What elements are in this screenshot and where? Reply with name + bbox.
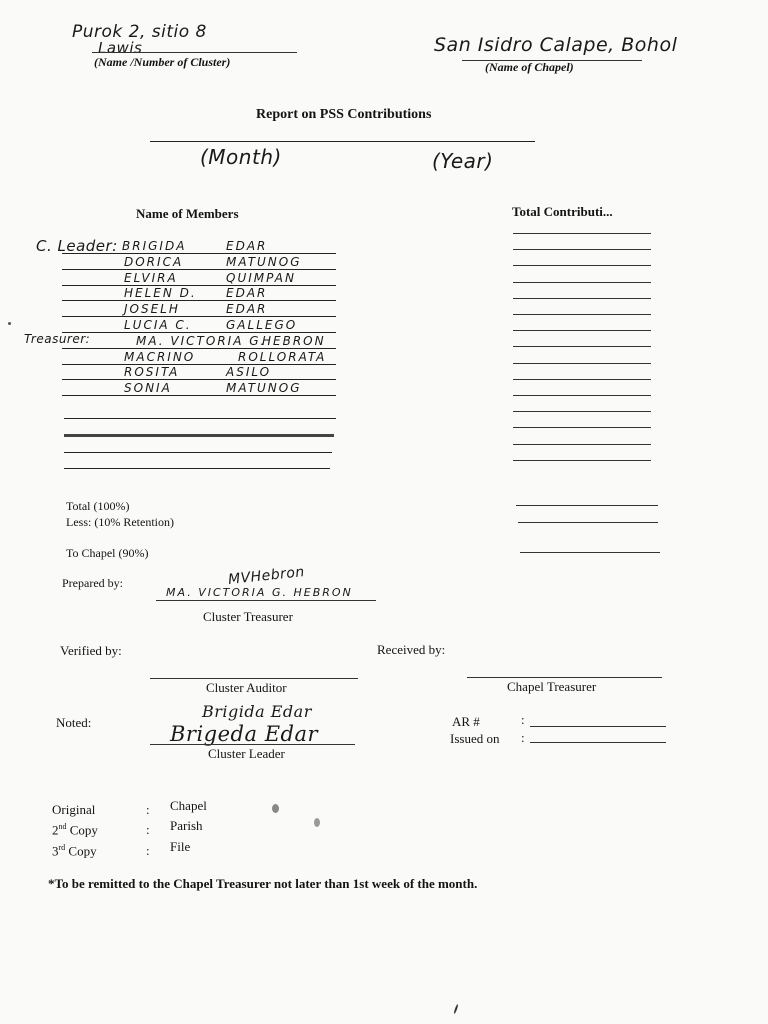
blank-line — [64, 452, 332, 453]
contribution-line — [513, 379, 651, 380]
copy-label-rest: Copy — [65, 843, 97, 859]
contribution-line — [513, 330, 651, 331]
contribution-line — [513, 460, 651, 461]
member-first-name: MA. VICTORIA G. — [136, 334, 267, 348]
member-row — [0, 349, 768, 365]
member-role: Treasurer: — [24, 332, 91, 346]
member-last-name: QUIMPAN — [226, 271, 296, 285]
copy-destination: Parish — [170, 818, 203, 833]
member-first-name: JOSELH — [124, 302, 180, 316]
member-row — [0, 238, 768, 254]
contribution-line — [513, 363, 651, 364]
copy-label-rest: Copy — [66, 822, 98, 838]
issued-on-label: Issued on — [450, 731, 500, 746]
issued-colon: : — [521, 730, 525, 745]
member-row — [0, 380, 768, 396]
chapel-label: (Name of Chapel) — [485, 60, 574, 74]
member-first-name: BRIGIDA — [122, 239, 187, 253]
total-value-line — [516, 505, 658, 506]
treasurer-signature: MVHebron — [227, 564, 306, 588]
copy-label-ordinal: nd — [58, 822, 67, 831]
contribution-line — [513, 265, 651, 266]
member-last-name: MATUNOG — [226, 255, 302, 269]
total-column-header: Total Contributi... — [512, 204, 613, 219]
paper-speck — [453, 1004, 458, 1014]
member-first-name: HELEN D. — [124, 286, 197, 300]
member-row — [0, 333, 768, 349]
copy-label — [52, 843, 97, 859]
contribution-line — [513, 233, 651, 234]
contribution-line — [513, 444, 651, 445]
less-value-line — [518, 522, 658, 523]
member-last-name: ASILO — [226, 365, 272, 379]
contribution-line — [513, 395, 651, 396]
member-first-name: LUCIA C. — [124, 318, 192, 332]
blank-line — [64, 468, 330, 469]
issued-on-line — [530, 742, 666, 743]
prepared-by-name: MA. VICTORIA G. HEBRON — [166, 586, 353, 599]
member-row — [0, 364, 768, 380]
verified-by-label: Verified by: — [60, 643, 122, 658]
member-row — [0, 301, 768, 317]
copy-label-main: 3 — [52, 843, 59, 859]
member-row — [0, 317, 768, 333]
cluster-label: (Name /Number of Cluster) — [94, 55, 231, 69]
member-last-name: HEBRON — [262, 334, 326, 348]
blank-line — [64, 434, 334, 437]
period-line — [150, 141, 535, 142]
less-label: Less: (10% Retention) — [66, 515, 174, 529]
member-first-name: MACRINO — [124, 350, 196, 364]
copy-colon: : — [146, 802, 150, 817]
copy-label-main: 2 — [52, 822, 59, 838]
to-chapel-label: To Chapel (90%) — [66, 546, 149, 560]
member-line — [62, 395, 336, 396]
contribution-line — [513, 411, 651, 412]
copy-label-ordinal: rd — [58, 843, 66, 852]
leader-signature: Brigida Edar — [202, 702, 312, 721]
chapel-name-handwritten: San Isidro Calape, Bohol — [434, 34, 678, 56]
member-last-name: EDAR — [226, 302, 268, 316]
cluster-name-handwritten: Purok 2, sitio 8 Lawis — [72, 22, 207, 57]
total-label: Total (100%) — [66, 499, 130, 513]
member-first-name: ELVIRA — [124, 271, 178, 285]
blank-line — [64, 418, 336, 419]
copy-label — [52, 802, 95, 818]
received-line — [467, 677, 662, 678]
member-row — [0, 285, 768, 301]
contribution-line — [513, 282, 651, 283]
paper-speck — [314, 818, 320, 827]
member-row — [0, 254, 768, 270]
member-row — [0, 270, 768, 286]
contribution-line — [513, 314, 651, 315]
prepared-by-label: Prepared by: — [62, 576, 123, 590]
member-first-name: ROSITA — [124, 365, 180, 379]
ar-colon: : — [521, 712, 525, 727]
copy-destination: File — [170, 839, 191, 854]
month-handwritten: (Month) — [200, 145, 282, 169]
contribution-line — [513, 298, 651, 299]
copy-colon: : — [146, 843, 150, 858]
verified-line — [150, 678, 358, 679]
cluster-auditor-label: Cluster Auditor — [206, 680, 287, 695]
year-handwritten: (Year) — [432, 149, 494, 173]
paper-speck — [8, 322, 11, 325]
member-first-name: SONIA — [124, 381, 172, 395]
paper-speck — [272, 804, 279, 813]
copy-destination: Chapel — [170, 798, 207, 813]
copy-label — [52, 822, 98, 838]
chapel-treasurer-label: Chapel Treasurer — [507, 679, 597, 694]
members-column-header: Name of Members — [136, 206, 239, 221]
remittance-footnote: *To be remitted to the Chapel Treasurer not later than 1st week of the month. — [48, 876, 478, 891]
contribution-line — [513, 249, 651, 250]
cluster-underline — [92, 52, 297, 53]
member-last-name: EDAR — [226, 239, 268, 253]
prepared-by-line — [156, 600, 376, 601]
ar-number-label: AR # — [452, 714, 480, 729]
member-last-name: MATUNOG — [226, 381, 302, 395]
noted-label: Noted: — [56, 715, 92, 730]
leader-name-handwritten: Brigeda Edar — [170, 722, 319, 746]
copy-label-main: Original — [52, 802, 96, 817]
member-first-name: DORICA — [124, 255, 184, 269]
member-role: C. Leader: — [36, 237, 118, 255]
copy-colon: : — [146, 822, 150, 837]
ar-number-line — [530, 726, 666, 727]
received-by-label: Received by: — [377, 642, 446, 657]
member-last-name: GALLEGO — [226, 318, 298, 332]
to-chapel-value-line — [520, 552, 660, 553]
member-last-name: EDAR — [226, 286, 268, 300]
contribution-line — [513, 346, 651, 347]
noted-line — [150, 744, 355, 745]
member-last-name: ROLLORATA — [238, 350, 327, 364]
cluster-leader-label: Cluster Leader — [208, 746, 285, 761]
report-title: Report on PSS Contributions — [256, 107, 432, 122]
cluster-treasurer-label: Cluster Treasurer — [203, 609, 293, 624]
contribution-line — [513, 427, 651, 428]
